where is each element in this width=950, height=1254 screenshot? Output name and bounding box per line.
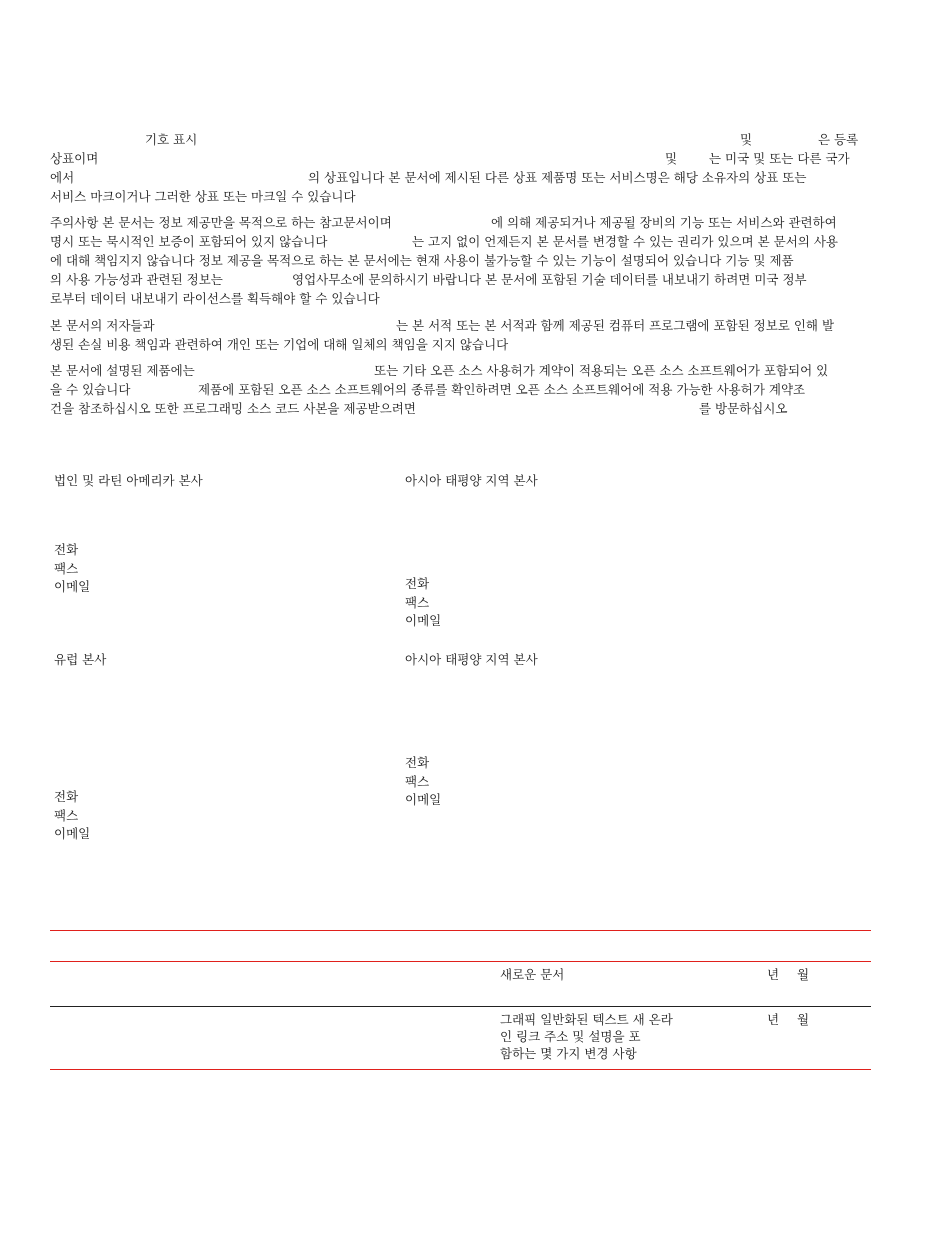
revision-row-divider bbox=[50, 1006, 871, 1007]
notice-text: 에 의해 제공되거나 제공될 장비의 기능 또는 서비스와 관련하여 bbox=[491, 215, 837, 230]
revision-table-header-rule bbox=[50, 961, 871, 962]
trademark-text: 의 상표입니다 본 문서에 제시된 다른 상표 제품명 또는 서비스명은 해당 소유자의 상표 또는 bbox=[308, 170, 807, 185]
phone-label: 전화 bbox=[405, 755, 430, 770]
email-label: 이메일 bbox=[54, 826, 91, 841]
revision-description-line: 그래픽 일반화된 텍스트 새 온라 bbox=[500, 1012, 673, 1027]
trademark-text: 및 bbox=[740, 132, 753, 147]
revision-row-1-month: 월 bbox=[797, 967, 810, 982]
trademark-text: 서비스 마크이거나 그러한 상표 또는 마크일 수 있습니다 bbox=[50, 189, 356, 204]
revision-table-bottom-rule bbox=[50, 1069, 871, 1070]
notice-text: 의 사용 가능성과 관련된 정보는 bbox=[50, 272, 223, 287]
trademark-text: 기호 표시 bbox=[145, 132, 198, 147]
email-label: 이메일 bbox=[405, 792, 442, 807]
trademark-text: 및 bbox=[665, 151, 678, 166]
revision-description-line: 인 링크 주소 및 설명을 포 bbox=[500, 1029, 641, 1044]
office-contact-corporate bbox=[54, 541, 90, 597]
fax-label: 팩스 bbox=[54, 560, 79, 576]
revision-row-2-description bbox=[500, 1011, 673, 1062]
revision-table-top-rule bbox=[50, 930, 871, 931]
office-title-corporate: 법인 및 라틴 아메리카 본사 bbox=[54, 473, 203, 488]
opensource-text: 건을 참조하십시오 또한 프로그래밍 소스 코드 사본을 제공받으려면 bbox=[50, 401, 416, 416]
opensource-text: 또는 기타 오픈 소스 사용허가 계약이 적용되는 오픈 소스 소프트웨어가 포함되어 있 bbox=[374, 363, 829, 378]
phone-label: 전화 bbox=[54, 542, 79, 557]
notice-text: 영업사무소에 문의하시기 바랍니다 본 문서에 포함된 기술 데이터를 내보내기 하려면 미국 정부 bbox=[292, 272, 807, 287]
office-contact-asia-pacific bbox=[405, 575, 441, 631]
opensource-paragraph bbox=[50, 361, 872, 418]
notice-text: 명시 또는 묵시적인 보증이 포함되어 있지 않습니다 bbox=[50, 234, 328, 249]
trademark-text: 은 등록 bbox=[818, 132, 859, 147]
email-label: 이메일 bbox=[54, 579, 91, 594]
email-label: 이메일 bbox=[405, 613, 442, 628]
notice-text: 에 대해 책임지지 않습니다 정보 제공을 목적으로 하는 본 문서에는 현재 사용이 불가능할 수 있는 기능이 설명되어 있습니다 기능 및 제품 bbox=[50, 253, 794, 268]
trademark-text: 에서 bbox=[50, 170, 75, 185]
revision-description-line: 새로운 문서 bbox=[500, 967, 565, 982]
trademark-text: 상표이며 bbox=[50, 151, 99, 166]
trademark-text: 는 미국 및 또는 다른 국가 bbox=[709, 151, 850, 166]
opensource-text: 제품에 포함된 오픈 소스 소프트웨어의 종류를 확인하려면 오픈 소스 소프트웨어에 적용 가능한 사용허가 계약조 bbox=[198, 382, 806, 397]
opensource-text: 을 수 있습니다 bbox=[50, 382, 131, 397]
notice-text: 는 고지 없이 언제든지 본 문서를 변경할 수 있는 권리가 있으며 본 문서의 사용 bbox=[412, 234, 838, 249]
revision-row-1-description bbox=[500, 966, 564, 983]
fax-label: 팩스 bbox=[405, 773, 430, 789]
revision-row-2-month: 월 bbox=[797, 1012, 810, 1027]
liability-text: 본 문서의 저자들과 bbox=[50, 318, 155, 333]
notice-text: 주의사항 본 문서는 정보 제공만을 목적으로 하는 참고문서이며 bbox=[50, 215, 392, 230]
trademark-paragraph bbox=[50, 130, 872, 206]
phone-label: 전화 bbox=[54, 789, 79, 804]
liability-text: 는 본 서적 또는 본 서적과 함께 제공된 컴퓨터 프로그램에 포함된 정보로 인해 발 bbox=[396, 318, 835, 333]
revision-row-2-year: 년 bbox=[767, 1012, 780, 1027]
fax-label: 팩스 bbox=[54, 807, 79, 823]
revision-row-1-year: 년 bbox=[767, 967, 780, 982]
fax-label: 팩스 bbox=[405, 594, 430, 610]
office-title-asia-pacific-2: 아시아 태평양 지역 본사 bbox=[405, 652, 538, 667]
phone-label: 전화 bbox=[405, 576, 430, 591]
liability-paragraph bbox=[50, 316, 872, 354]
office-contact-asia-pacific-2 bbox=[405, 754, 441, 810]
office-title-europe: 유럽 본사 bbox=[54, 652, 107, 667]
opensource-text: 를 방문하십시오 bbox=[699, 401, 788, 416]
office-contact-europe bbox=[54, 788, 90, 844]
notice-paragraph bbox=[50, 213, 872, 308]
liability-text: 생된 손실 비용 책임과 관련하여 개인 또는 기업에 대해 일체의 책임을 지지 않습니다 bbox=[50, 337, 509, 352]
notice-text: 로부터 데이터 내보내기 라이선스를 획득해야 할 수 있습니다 bbox=[50, 291, 380, 306]
office-title-asia-pacific: 아시아 태평양 지역 본사 bbox=[405, 473, 538, 488]
opensource-text: 본 문서에 설명된 제품에는 bbox=[50, 363, 195, 378]
revision-description-line: 함하는 몇 가지 변경 사항 bbox=[500, 1046, 637, 1061]
